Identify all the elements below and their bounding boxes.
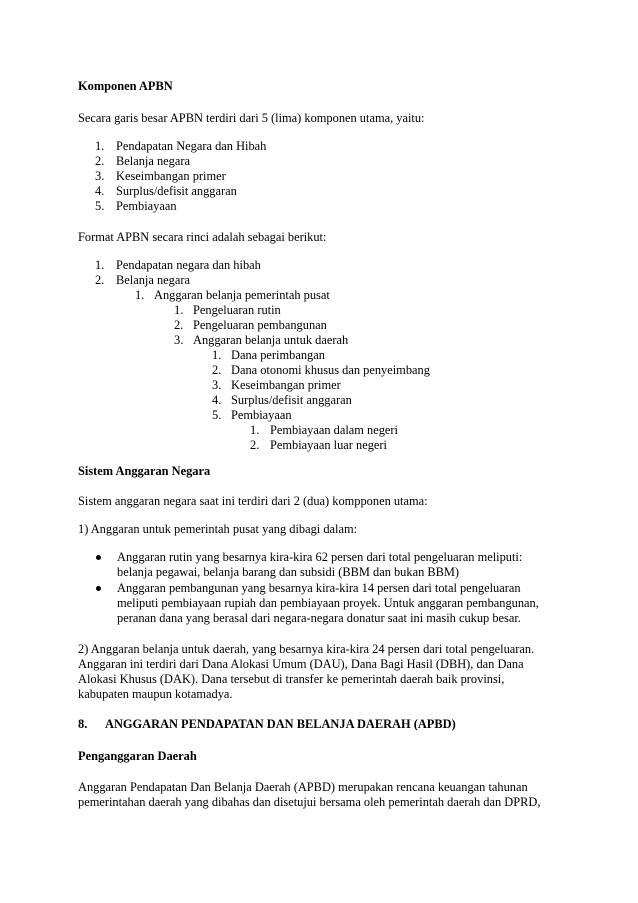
list-item-number: 5. [212, 408, 222, 422]
list-item-text: Pembiayaan [231, 408, 292, 422]
sistem-item-1: 1) Anggaran untuk pemerintah pusat yang dibagi dalam: [78, 522, 358, 536]
list-item-number: 1. [95, 258, 105, 272]
list-item-number: 1. [174, 303, 184, 317]
list-item-number: 1. [135, 288, 145, 302]
list-item-number: 4. [212, 393, 222, 407]
list-item-text: Anggaran belanja untuk daerah [193, 333, 349, 347]
list-item-number: 3. [174, 333, 184, 347]
list-item-text: Belanja negara [116, 273, 190, 287]
list-item-number: 3. [95, 169, 105, 183]
list-item-number: 1. [250, 423, 260, 437]
sistem-intro: Sistem anggaran negara saat ini terdiri dari 2 (dua) kompponen utama: [78, 494, 428, 508]
bullet-text-line: belanja pegawai, belanja barang dan subsidi (BBM dan bukan BBM) [117, 565, 460, 579]
list-item-text: Keseimbangan primer [116, 169, 226, 183]
list-item-number: 2. [212, 363, 222, 377]
list-item-text: Pengeluaran rutin [193, 303, 281, 317]
list-item-text: Pengeluaran pembangunan [193, 318, 327, 332]
list-item-text: Keseimbangan primer [231, 378, 341, 392]
bullet-text-line: Anggaran pembangunan yang besarnya kira-kira 14 persen dari total pengeluaran [117, 581, 521, 595]
section-heading-apbd: ANGGARAN PENDAPATAN DAN BELANJA DAERAH (APBD) [105, 717, 456, 731]
list-item-text: Surplus/defisit anggaran [231, 393, 352, 407]
list-item-text: Anggaran belanja pemerintah pusat [154, 288, 330, 302]
list-item-number: 1. [95, 139, 105, 153]
sistem-item-2-line: 2) Anggaran belanja untuk daerah, yang besarnya kira-kira 24 persen dari total pengeluaran. [78, 642, 535, 656]
heading-sistem-anggaran: Sistem Anggaran Negara [78, 464, 211, 478]
list-item-number: 1. [212, 348, 222, 362]
format-intro: Format APBN secara rinci adalah sebagai berikut: [78, 230, 327, 244]
sistem-item-2-line: Alokasi Khusus (DAK). Dana tersebut di transfer ke pemerintah daerah baik provinsi, [78, 672, 505, 686]
list-item-text: Pendapatan negara dan hibah [116, 258, 261, 272]
list-item-number: 5. [95, 199, 105, 213]
bullet-icon [96, 555, 101, 560]
list-item-number: 4. [95, 184, 105, 198]
bullet-text-line: meliputi pembiayaan rupiah dan pembiayaan proyek. Untuk anggaran pembangunan, [117, 596, 539, 610]
sistem-item-2-line: Anggaran ini terdiri dari Dana Alokasi Umum (DAU), Dana Bagi Hasil (DBH), dan Dana [78, 657, 524, 671]
bullet-icon [96, 586, 101, 591]
list-item-text: Belanja negara [116, 154, 190, 168]
heading-penganggaran-daerah: Penganggaran Daerah [78, 749, 197, 763]
list-item-text: Surplus/defisit anggaran [116, 184, 237, 198]
list-item-text: Dana perimbangan [231, 348, 325, 362]
list-item-text: Pembiayaan dalam negeri [270, 423, 398, 437]
intro-paragraph: Secara garis besar APBN terdiri dari 5 (lima) komponen utama, yaitu: [78, 111, 425, 125]
list-item-number: 2. [95, 273, 105, 287]
bullet-text-line: peranan dana yang berasal dari negara-negara donatur saat ini masih cukup besar. [117, 611, 521, 625]
heading-komponen-apbn: Komponen APBN [78, 79, 173, 93]
list-item-text: Pendapatan Negara dan Hibah [116, 139, 267, 153]
sistem-item-2-line: kabupaten maupun kotamadya. [78, 687, 233, 701]
list-item-text: Pembiayaan luar negeri [270, 438, 387, 452]
paragraph-line: pemerintahan daerah yang dibahas dan disetujui bersama oleh pemerintah daerah dan DPRD, [78, 795, 541, 809]
list-item-text: Pembiayaan [116, 199, 177, 213]
list-item-number: 3. [212, 378, 222, 392]
paragraph-line: Anggaran Pendapatan Dan Belanja Daerah (APBD) merupakan rencana keuangan tahunan [78, 780, 528, 794]
section-number: 8. [78, 717, 88, 731]
list-item-number: 2. [95, 154, 105, 168]
list-item-text: Dana otonomi khusus dan penyeimbang [231, 363, 430, 377]
list-item-number: 2. [174, 318, 184, 332]
list-item-number: 2. [250, 438, 260, 452]
bullet-text-line: Anggaran rutin yang besarnya kira-kira 62 persen dari total pengeluaran meliputi: [117, 550, 523, 564]
